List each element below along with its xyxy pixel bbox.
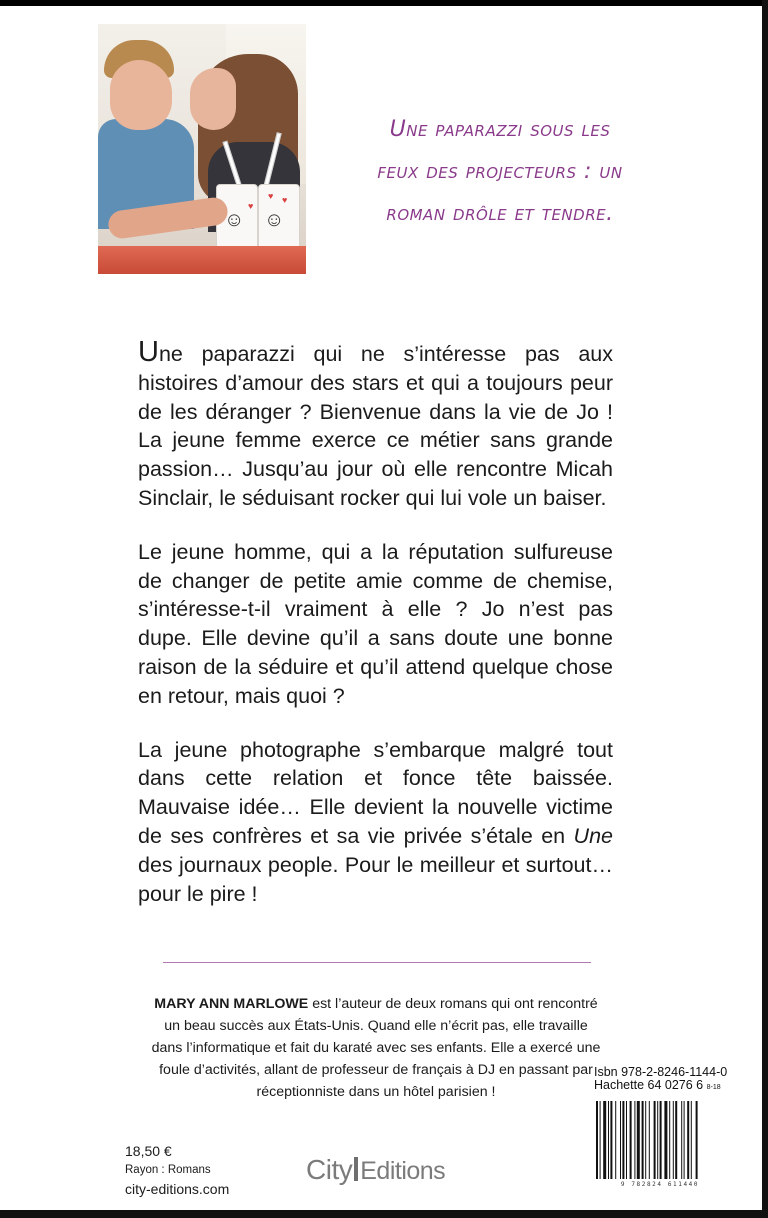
tagline-line: feux des projecteurs : un [377, 159, 623, 184]
barcode-bar [681, 1101, 682, 1179]
hachette-code-main: Hachette 64 0276 6 [594, 1078, 704, 1092]
blurb-paragraph-2: Le jeune homme, qui a la réputation sulfureuse de changer de petite amie comme de chemise, s’intéresse-t-il vraiment à elle ? Jo n’est pas dupe. Elle devine qu’il a sans doute une bonne raison de la séduire et qu’il attend quelque chose en retour, mais quoi ? [138, 539, 613, 708]
blurb-paragraph-1 [138, 338, 613, 513]
logo-bar [354, 1157, 358, 1181]
stick-figure-icon: ☺ [224, 209, 245, 231]
isbn-number: Isbn 978-2-8246-1144-0 [594, 1065, 728, 1079]
paragraph-text: des journaux people. Pour le meilleur et surtout… pour le pire ! [138, 852, 613, 906]
heart-icon: ♥ [248, 201, 254, 211]
barcode-bar [660, 1101, 662, 1179]
barcode-bar [596, 1101, 598, 1179]
man-face [110, 60, 172, 130]
scan-edge-right [762, 0, 768, 1218]
publisher-website: city-editions.com [125, 1181, 230, 1197]
barcode-bar [687, 1101, 689, 1179]
author-bio [150, 993, 602, 1103]
publisher-logo [306, 1154, 445, 1186]
barcode-bar [696, 1101, 698, 1179]
blurb [138, 338, 613, 933]
logo-city: City [306, 1154, 353, 1185]
barcode-bar [645, 1101, 646, 1179]
barcode-bar [654, 1101, 656, 1179]
barcode-bar [669, 1101, 670, 1179]
tagline [335, 109, 665, 235]
isbn-block [594, 1066, 734, 1094]
barcode-bar [664, 1101, 667, 1179]
barcode-bar [691, 1101, 692, 1179]
divider [163, 962, 591, 963]
barcode-bar [657, 1101, 658, 1179]
price-block [125, 1141, 229, 1199]
woman-face [190, 68, 236, 130]
price: 18,50 € [125, 1143, 172, 1159]
barcode-bar [649, 1101, 650, 1179]
tagline-line: Une paparazzi sous les [389, 117, 611, 142]
drop-cap: U [138, 336, 159, 368]
stick-figure-icon: ☺ [264, 209, 285, 231]
paragraph-text: ne paparazzi qui ne s’intéresse pas aux histoires d’amour des stars et qui a toujours peur de les déranger ? Bienvenue dans la vie de Jo ! La jeune femme exerce ce métier sans grande passion… Jusqu’au jour où elle rencontre Micah Sinclair, le séduisant rocker qui lui vole un baiser. [138, 342, 613, 510]
tagline-line: roman drôle et tendre. [386, 201, 614, 226]
table [98, 246, 306, 274]
shelf-category: Rayon : Romans [125, 1164, 211, 1176]
blurb-paragraph-3 [138, 736, 613, 909]
hachette-code-suffix: 8-18 [706, 1084, 721, 1091]
barcode-bar [684, 1101, 685, 1179]
hachette-number [594, 1079, 734, 1094]
barcode-bar [615, 1101, 616, 1179]
barcode-bar [600, 1101, 601, 1179]
barcode [596, 1101, 724, 1179]
barcode-bar [603, 1101, 606, 1179]
bio-text: est l’auteur de deux romans qui ont rencontré un beau succès aux États-Unis. Quand elle n’écrit pas, elle travaille dans l’informatique et fait du karaté avec ses enfants. Elle a exercé une foule d’activités, allant de professeur de français à DJ en passant par réceptionniste dans un hôtel parisien ! [151, 996, 601, 1100]
barcode-bar [620, 1101, 621, 1179]
barcode-bar [675, 1101, 677, 1179]
book-back-cover [0, 6, 762, 1218]
italic-word: Une [573, 823, 613, 848]
heart-icon: ♥ [268, 191, 274, 201]
logo-editions: Editions [360, 1157, 446, 1185]
barcode-bar [622, 1101, 624, 1179]
barcode-block [592, 1095, 728, 1195]
barcode-bar [626, 1101, 627, 1179]
barcode-bar [634, 1101, 635, 1179]
barcode-bar [610, 1101, 612, 1179]
barcode-bar [608, 1101, 609, 1179]
scan-edge-bottom [0, 1210, 768, 1218]
barcode-bar [642, 1101, 644, 1179]
barcode-bar [630, 1101, 632, 1179]
heart-icon: ♥ [282, 195, 288, 205]
paragraph-text: La jeune photographe s’embarque malgré tout dans cette relation et fonce tête baissée. Mauvaise idée… Elle devient la nouvelle victime de ses confrères et sa vie privée s’étale en [138, 737, 613, 848]
barcode-bar [637, 1101, 640, 1179]
cover-photo-couple-kissing [98, 24, 306, 274]
barcode-digits: 9 782824 611440 [620, 1181, 700, 1188]
author-name: MARY ANN MARLOWE [154, 996, 309, 1012]
barcode-bar [673, 1101, 674, 1179]
